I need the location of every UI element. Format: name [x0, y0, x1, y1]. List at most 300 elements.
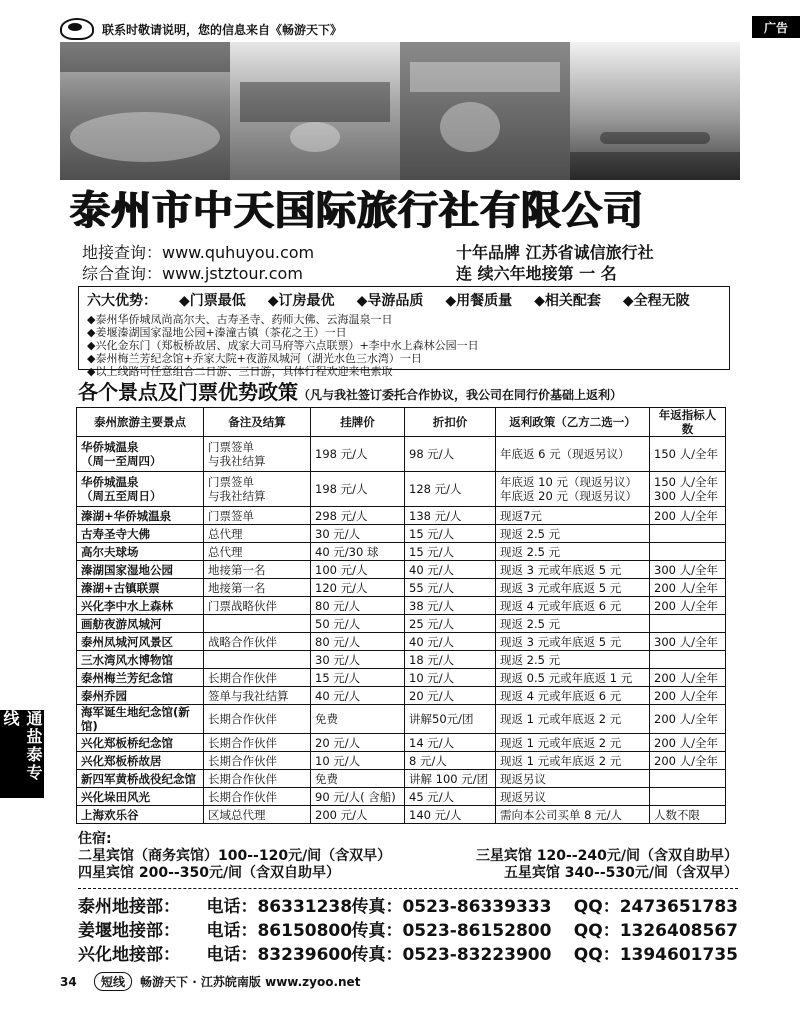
settlement-note: [204, 669, 311, 687]
annual-quota-text: 人数不限: [654, 807, 700, 822]
attraction-name-text: 华侨城温泉: [81, 440, 139, 454]
col-header: 返利政策（乙方二选一）: [496, 408, 650, 437]
col-header: 折扣价: [405, 408, 496, 437]
settlement-note-text: 与我社结算: [208, 489, 266, 503]
table-row: [77, 615, 726, 633]
discount-price-text: 55 元/人: [409, 580, 455, 595]
settlement-note-text: 与我社结算: [208, 454, 266, 468]
annual-quota: [650, 669, 726, 687]
list-price: [311, 597, 405, 615]
phone[interactable]: 电话：86331238: [206, 897, 353, 917]
discount-price: [405, 651, 496, 669]
settlement-note: [204, 525, 311, 543]
rebate-policy: [496, 687, 650, 705]
list-price: [311, 651, 405, 669]
rebate-policy-text: 年底返 10 元（现返另议）: [500, 475, 637, 489]
discount-price-text: 38 元/人: [409, 598, 455, 613]
rebate-policy: [496, 579, 650, 597]
settlement-note-text: 签单与我社结算: [208, 688, 289, 703]
attraction-name-text: 溱湖+华侨城温泉: [81, 508, 172, 523]
discount-price-text: 40 元/人: [409, 562, 455, 577]
annual-quota: [650, 579, 726, 597]
rebate-policy-text: 现返 1 元或年底返 2 元: [500, 735, 622, 750]
route-side-tab: [0, 710, 44, 798]
list-price-text: 100 元/人: [315, 562, 368, 577]
table-row: [77, 687, 726, 705]
rebate-policy-text: 需向本公司买单 8 元/人: [500, 807, 623, 822]
list-price: [311, 633, 405, 651]
list-price-text: 30 元/人: [315, 526, 361, 541]
attraction-name-text: 画舫夜游凤城河: [81, 616, 162, 631]
discount-price-text: 98 元/人: [409, 447, 455, 461]
col-header: 备注及结算: [204, 408, 311, 437]
table-row: [77, 525, 726, 543]
discount-price: [405, 597, 496, 615]
settlement-note: [204, 752, 311, 770]
settlement-note: [204, 651, 311, 669]
lodging-section: [78, 828, 738, 882]
route-line: ◆姜堰溱湖国家湿地公园+溱潼古镇（茶花之王）一日: [87, 326, 347, 339]
table-row: [77, 734, 726, 752]
discount-price-text: 45 元/人: [409, 789, 455, 804]
annual-quota-text: 200 人/全年: [654, 753, 718, 768]
annual-quota: [650, 752, 726, 770]
attraction-name-text: 泰州梅兰芳纪念馆: [81, 670, 173, 685]
col-header: 挂牌价: [311, 408, 405, 437]
settlement-note: [204, 705, 311, 734]
attraction-name-text: 溱湖国家湿地公园: [81, 562, 173, 577]
settlement-note-text: 地接第一名: [208, 580, 266, 595]
attraction-name-text: 泰州乔园: [81, 688, 127, 703]
settlement-note-text: 区域总代理: [208, 807, 266, 822]
rebate-policy: [496, 734, 650, 752]
list-price: [311, 806, 405, 824]
table-row: [77, 705, 726, 734]
rebate-policy: [496, 561, 650, 579]
discount-price: [405, 734, 496, 752]
rebate-policy: [496, 788, 650, 806]
attraction-name: [77, 543, 204, 561]
list-price: [311, 734, 405, 752]
discount-price-text: 14 元/人: [409, 735, 455, 750]
settlement-note-text: 门票签单: [208, 475, 254, 489]
annual-quota-text: 150 人/全年: [654, 447, 718, 461]
phone[interactable]: 电话：83239600: [206, 945, 353, 965]
lodging-row: [78, 865, 738, 882]
discount-price-text: 15 元/人: [409, 544, 455, 559]
attraction-name-text: 上海欢乐谷: [81, 807, 139, 822]
section-title: 各个景点及门票优势政策: [78, 380, 298, 404]
list-price-text: 30 元/人: [315, 652, 361, 667]
rebate-policy-text: 现返 1 元或年底返 2 元: [500, 753, 622, 768]
settlement-note-text: 地接第一名: [208, 562, 266, 577]
annual-quota: [650, 734, 726, 752]
table-row: [77, 507, 726, 525]
section-subtitle: （凡与我社签订委托合作协议，我公司在同行价基础上返利）: [298, 388, 623, 402]
list-price-text: 10 元/人: [315, 753, 361, 768]
settlement-note: [204, 543, 311, 561]
settlement-note-text: 长期合作伙伴: [208, 789, 277, 804]
lodging-label: 住宿:: [78, 831, 112, 847]
annual-quota-text: 200 人/全年: [654, 735, 718, 750]
settlement-note-text: 长期合作伙伴: [208, 735, 277, 750]
advantage-item: ◆全程无陂: [622, 293, 690, 309]
page-number: 34: [60, 974, 77, 989]
page-footer: [60, 972, 740, 991]
discount-price: [405, 507, 496, 525]
qq: QQ：1326408567: [573, 921, 738, 941]
list-price-text: 40 元/30 球: [315, 544, 379, 559]
contact-row: [78, 919, 738, 943]
photo-wetland-boats: [570, 42, 740, 180]
annual-quota: [650, 472, 726, 507]
fax: 传真：0523-86339333: [351, 897, 552, 917]
query-website-2[interactable]: 综合查询：www.jstztour.com: [82, 264, 303, 283]
annual-quota-text: 300 人/全年: [654, 562, 718, 577]
annual-quota: [650, 561, 726, 579]
list-price-text: 15 元/人: [315, 670, 361, 685]
annual-quota: [650, 437, 726, 472]
attraction-name-text: 泰州凤城河风景区: [81, 634, 173, 649]
list-price: [311, 437, 405, 472]
discount-price-text: 140 元/人: [409, 807, 462, 822]
discount-price-text: 讲解 100 元/团: [409, 771, 489, 786]
notice-text: 联系时敬请说明，您的信息来自《畅游天下》: [102, 22, 343, 37]
discount-price: [405, 788, 496, 806]
magazine-logo-icon: [60, 18, 94, 40]
ticket-policy-title: [78, 376, 622, 405]
discount-price: [405, 579, 496, 597]
attraction-name-text: 兴化郑板桥故居: [81, 753, 162, 768]
contact-row: [78, 895, 738, 919]
settlement-note: [204, 437, 311, 472]
table-row: [77, 472, 726, 507]
attraction-name: [77, 687, 204, 705]
advantages-box: [78, 286, 730, 378]
annual-quota: [650, 806, 726, 824]
rebate-policy-text: 现返 3 元或年底返 5 元: [500, 562, 622, 577]
annual-quota: [650, 770, 726, 788]
settlement-note-text: 长期合作伙伴: [208, 670, 277, 685]
discount-price-text: 40 元/人: [409, 634, 455, 649]
annual-quota-text: 200 人/全年: [654, 688, 718, 703]
side-tab-label: 通盐泰专线: [1, 710, 43, 782]
office-name: 姜堰地接部：: [78, 921, 180, 941]
table-body: [77, 437, 726, 824]
list-price: [311, 561, 405, 579]
settlement-note: [204, 561, 311, 579]
attraction-name-text: 华侨城温泉: [81, 475, 139, 489]
table-row: [77, 806, 726, 824]
settlement-note-text: 门票签单: [208, 508, 254, 523]
annual-quota-text: 300 人/全年: [654, 489, 718, 503]
settlement-note-text: 长期合作伙伴: [208, 771, 277, 786]
route-line: ◆泰州梅兰芳纪念馆+乔家大院+夜游凤城河（湖光水色三水湾）一日: [87, 352, 422, 365]
settlement-note-text: 总代理: [208, 544, 243, 559]
qq: QQ：1394601735: [573, 945, 738, 965]
rebate-policy: [496, 507, 650, 525]
settlement-note: [204, 806, 311, 824]
rebate-policy: [496, 651, 650, 669]
annual-quota-text: 200 人/全年: [654, 712, 718, 726]
advantage-item: ◆订房最优: [267, 293, 335, 309]
attraction-name: [77, 437, 204, 472]
annual-quota: [650, 788, 726, 806]
lodging-item: 五星宾馆 340--530元/间（含双早）: [503, 865, 738, 881]
attraction-name-text: 新四军黄桥战役纪念馆: [81, 771, 196, 786]
advantage-item: ◆相关配套: [534, 293, 601, 309]
rebate-policy: [496, 525, 650, 543]
route-line: ◆兴化金东门（郑板桥故居、成家大司马府等六点联票）+李中水上森林公园一日: [87, 339, 479, 352]
list-price: [311, 752, 405, 770]
list-price-text: 50 元/人: [315, 616, 361, 631]
attraction-name-text: （周五至周日）: [81, 489, 162, 503]
rebate-policy-text: 现返 2.5 元: [500, 544, 561, 559]
settlement-note: [204, 734, 311, 752]
rebate-policy-text: 现返 2.5 元: [500, 616, 561, 631]
list-price: [311, 788, 405, 806]
annual-quota-text: 300 人/全年: [654, 634, 718, 649]
table-row: [77, 788, 726, 806]
attraction-name: [77, 705, 204, 734]
discount-price-text: 138 元/人: [409, 508, 462, 523]
contacts-section: [78, 888, 738, 967]
advantage-item: ◆用餐质量: [445, 293, 513, 309]
list-price: [311, 615, 405, 633]
rebate-policy-text: 现返 1 元或年底返 2 元: [500, 712, 622, 726]
list-price: [311, 525, 405, 543]
rebate-policy: [496, 472, 650, 507]
attraction-name-text: 溱湖+古镇联票: [81, 580, 160, 595]
lodging-item: 三星宾馆 120--240元/间（含双自助早）: [475, 848, 738, 864]
route-line: ◆以上线路可任意组合二日游、三日游，具体行程欢迎来电索取: [87, 365, 393, 378]
query-website-1[interactable]: 地接查询：www.quhuyou.com: [82, 243, 315, 262]
section-pill: 短线: [94, 972, 132, 991]
rebate-policy: [496, 705, 650, 734]
advantages-head: [79, 287, 729, 313]
settlement-note-text: 长期合作伙伴: [208, 712, 277, 726]
photo-strip: [60, 42, 740, 180]
discount-price-text: 讲解50元/团: [409, 712, 474, 726]
annual-quota: [650, 597, 726, 615]
rebate-policy-text: 现返另议: [500, 771, 546, 786]
attraction-name: [77, 734, 204, 752]
col-header: 年返指标人数: [650, 408, 726, 437]
list-price-text: 198 元/人: [315, 447, 368, 461]
attraction-name-text: 三水湾风水博物馆: [81, 652, 173, 667]
rebate-policy-text: 年底返 20 元（现返另议）: [500, 489, 637, 503]
attraction-name: [77, 507, 204, 525]
settlement-note: [204, 507, 311, 525]
list-price-text: 80 元/人: [315, 634, 361, 649]
settlement-note-text: 战略合作伙伴: [208, 634, 277, 649]
discount-price-text: 8 元/人: [409, 753, 447, 768]
table-header-row: [77, 408, 726, 437]
table-row: [77, 633, 726, 651]
list-price-text: 198 元/人: [315, 482, 368, 496]
attraction-name: [77, 597, 204, 615]
advantage-item: ◆导游品质: [356, 293, 424, 309]
discount-price: [405, 770, 496, 788]
discount-price: [405, 705, 496, 734]
lodging-item: 四星宾馆 200--350元/间（含双自助早）: [78, 865, 341, 881]
annual-quota-text: 200 人/全年: [654, 508, 718, 523]
attraction-name-text: 兴化郑板桥纪念馆: [81, 735, 173, 750]
office-name: 泰州地接部：: [78, 897, 180, 917]
fax: 传真：0523-86152800: [351, 921, 552, 941]
rebate-policy: [496, 615, 650, 633]
list-price: [311, 507, 405, 525]
list-price: [311, 669, 405, 687]
settlement-note: [204, 687, 311, 705]
discount-price: [405, 633, 496, 651]
brand-line-1: 十年品牌 江苏省诚信旅行社: [456, 243, 654, 262]
settlement-note-text: 总代理: [208, 526, 243, 541]
footer-text[interactable]: 畅游天下 · 江苏皖南版 www.zyoo.net: [140, 975, 361, 989]
qq: QQ：2473651783: [573, 897, 738, 917]
rebate-policy-text: 现返 0.5 元或年底返 1 元: [500, 670, 633, 685]
attraction-name-text: 古寿圣寺大佛: [81, 526, 150, 541]
rebate-policy: [496, 669, 650, 687]
rebate-policy-text: 现返 4 元或年底返 6 元: [500, 688, 622, 703]
discount-price-text: 18 元/人: [409, 652, 455, 667]
attraction-name: [77, 579, 204, 597]
list-price: [311, 579, 405, 597]
settlement-note: [204, 579, 311, 597]
annual-quota: [650, 705, 726, 734]
annual-quota: [650, 615, 726, 633]
discount-price-text: 25 元/人: [409, 616, 455, 631]
rebate-policy-text: 现返7元: [500, 508, 542, 523]
rebate-policy: [496, 597, 650, 615]
annual-quota: [650, 687, 726, 705]
list-price-text: 免费: [315, 771, 338, 786]
discount-price: [405, 752, 496, 770]
attraction-name-text: 兴化李中水上森林: [81, 598, 173, 613]
attraction-name: [77, 633, 204, 651]
attraction-name: [77, 806, 204, 824]
lodging-row: [78, 848, 738, 865]
settlement-note: [204, 770, 311, 788]
rebate-policy: [496, 543, 650, 561]
settlement-note-text: 门票战略伙伴: [208, 598, 277, 613]
discount-price: [405, 561, 496, 579]
attraction-name: [77, 561, 204, 579]
col-header: 泰州旅游主要景点: [77, 408, 204, 437]
discount-price: [405, 806, 496, 824]
discount-price: [405, 472, 496, 507]
rebate-policy: [496, 633, 650, 651]
table-row: [77, 561, 726, 579]
rebate-policy-text: 年底返 6 元（现返另议）: [500, 447, 630, 461]
settlement-note: [204, 615, 311, 633]
table-row: [77, 770, 726, 788]
rebate-policy-text: 现返 2.5 元: [500, 526, 561, 541]
attraction-name-text: 兴化垛田风光: [81, 789, 150, 804]
annual-quota: [650, 633, 726, 651]
table-row: [77, 543, 726, 561]
list-price: [311, 472, 405, 507]
attraction-name-text: 高尔夫球场: [81, 544, 139, 559]
table-row: [77, 437, 726, 472]
rebate-policy-text: 现返另议: [500, 789, 546, 804]
rebate-policy: [496, 770, 650, 788]
attraction-name: [77, 788, 204, 806]
contact-row: [78, 943, 738, 967]
rebate-policy: [496, 437, 650, 472]
discount-price: [405, 669, 496, 687]
table-row: [77, 579, 726, 597]
list-price-text: 免费: [315, 712, 338, 726]
ad-label: 广告: [752, 16, 800, 38]
advantage-item: ◆门票最低: [179, 293, 246, 309]
attraction-name: [77, 525, 204, 543]
annual-quota: [650, 651, 726, 669]
list-price-text: 200 元/人: [315, 807, 368, 822]
attraction-name: [77, 615, 204, 633]
list-price-text: 80 元/人: [315, 598, 361, 613]
discount-price: [405, 687, 496, 705]
list-price-text: 20 元/人: [315, 735, 361, 750]
attraction-name: [77, 770, 204, 788]
rebate-policy-text: 现返 4 元或年底返 6 元: [500, 598, 622, 613]
rebate-policy-text: 现返 3 元或年底返 5 元: [500, 634, 622, 649]
settlement-note-text: 门票签单: [208, 440, 254, 454]
annual-quota-text: 200 人/全年: [654, 670, 718, 685]
lodging-item: 二星宾馆（商务宾馆）100--120元/间（含双早）: [78, 848, 392, 864]
settlement-note: [204, 472, 311, 507]
list-price: [311, 770, 405, 788]
photo-hot-spring-pool: [60, 42, 230, 180]
table-row: [77, 669, 726, 687]
office-name: 兴化地接部：: [78, 945, 180, 965]
settlement-note-text: 长期合作伙伴: [208, 753, 277, 768]
settlement-note: [204, 788, 311, 806]
attraction-name: [77, 472, 204, 507]
list-price: [311, 543, 405, 561]
annual-quota-text: 200 人/全年: [654, 598, 718, 613]
brand-line-2: 连 续六年地接第 一 名: [456, 264, 617, 283]
list-price-text: 298 元/人: [315, 508, 368, 523]
table-row: [77, 597, 726, 615]
discount-price: [405, 525, 496, 543]
photo-resort-building: [230, 42, 400, 180]
ticket-price-table: [76, 407, 726, 824]
attraction-name-text: （周一至周四）: [81, 454, 162, 468]
company-name: 泰州市中天国际旅行社有限公司: [70, 188, 644, 234]
rebate-policy-text: 现返 2.5 元: [500, 652, 561, 667]
discount-price: [405, 615, 496, 633]
phone[interactable]: 电话：86150800: [206, 921, 353, 941]
attraction-name: [77, 651, 204, 669]
list-price-text: 40 元/人: [315, 688, 361, 703]
fax: 传真：0523-83223900: [351, 945, 552, 965]
route-line: ◆泰州华侨城凤尚高尔夫、古寿圣寺、药师大佛、云海温泉一日: [87, 313, 393, 326]
list-price: [311, 705, 405, 734]
annual-quota: [650, 525, 726, 543]
advantages-label: 六大优势：: [87, 293, 157, 309]
rebate-policy-text: 现返 3 元或年底返 5 元: [500, 580, 622, 595]
attraction-name-text: 海军诞生地纪念馆(新馆): [81, 705, 190, 733]
attraction-name: [77, 752, 204, 770]
annual-quota: [650, 543, 726, 561]
list-price-text: 90 元/人( 含船): [315, 789, 396, 804]
discount-price-text: 15 元/人: [409, 526, 455, 541]
annual-quota-text: 200 人/全年: [654, 580, 718, 595]
attraction-name: [77, 669, 204, 687]
table-row: [77, 651, 726, 669]
discount-price: [405, 543, 496, 561]
